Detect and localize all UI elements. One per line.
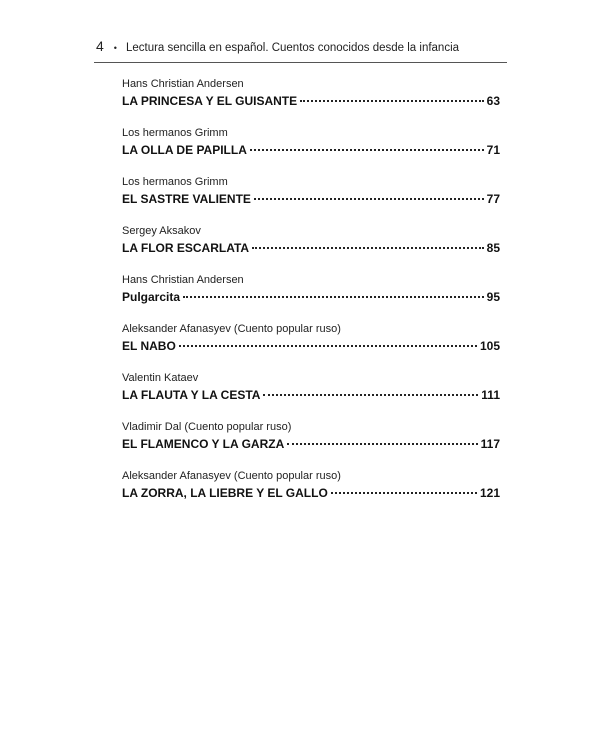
- toc-title-line[interactable]: [122, 92, 500, 110]
- header-rule: [94, 62, 507, 63]
- toc-author: Aleksander Afanasyev (Cuento popular ruso): [122, 323, 341, 335]
- toc-author: Hans Christian Andersen: [122, 274, 244, 286]
- toc-author: Vladimir Dal (Cuento popular ruso): [122, 421, 292, 433]
- toc-entry: [122, 77, 500, 124]
- toc-title: EL FLAMENCO Y LA GARZA: [122, 437, 285, 451]
- dot-leader: [250, 149, 484, 151]
- toc-author: Los hermanos Grimm: [122, 127, 228, 139]
- toc-entry: [122, 420, 500, 467]
- toc-page-number: 105: [479, 339, 500, 353]
- toc-title: Pulgarcita: [122, 290, 181, 304]
- toc-author: Sergey Aksakov: [122, 225, 201, 237]
- dot-leader: [254, 198, 484, 200]
- toc-author: Valentin Kataev: [122, 372, 199, 384]
- toc-author: Los hermanos Grimm: [122, 176, 228, 188]
- toc-title: LA FLOR ESCARLATA: [122, 241, 250, 255]
- dot-leader: [252, 247, 484, 249]
- dot-leader: [179, 345, 477, 347]
- table-of-contents: [122, 75, 500, 516]
- toc-title-line[interactable]: [122, 435, 500, 453]
- toc-entry: [122, 273, 500, 320]
- toc-title: LA PRINCESA Y EL GUISANTE: [122, 94, 298, 108]
- toc-entry: [122, 371, 500, 418]
- toc-entry: [122, 322, 500, 369]
- toc-page-number: 121: [479, 486, 500, 500]
- toc-page-number: 63: [486, 94, 500, 108]
- toc-title: LA ZORRA, LA LIEBRE Y EL GALLO: [122, 486, 328, 500]
- toc-title-line[interactable]: [122, 288, 500, 306]
- toc-page-number: 111: [481, 388, 500, 402]
- toc-page-number: 117: [480, 437, 500, 451]
- toc-title: LA FLAUTA Y LA CESTA: [122, 388, 261, 402]
- header-bullet: •: [113, 43, 117, 53]
- toc-title-line[interactable]: [122, 239, 500, 257]
- dot-leader: [183, 296, 484, 298]
- running-header: [96, 38, 506, 60]
- toc-entry: [122, 224, 500, 271]
- page-number: 4: [96, 38, 104, 54]
- toc-title-line[interactable]: [122, 484, 500, 502]
- toc-entry: [122, 469, 500, 516]
- toc-author: Hans Christian Andersen: [122, 78, 244, 90]
- toc-entry: [122, 175, 500, 222]
- toc-entry: [122, 126, 500, 173]
- toc-page-number: 71: [486, 143, 500, 157]
- toc-page-number: 95: [486, 290, 500, 304]
- toc-title-line[interactable]: [122, 141, 500, 159]
- toc-page-number: 77: [486, 192, 500, 206]
- toc-title-line[interactable]: [122, 190, 500, 208]
- toc-author: Aleksander Afanasyev (Cuento popular ruso): [122, 470, 341, 482]
- toc-title: EL SASTRE VALIENTE: [122, 192, 251, 206]
- toc-page-number: 85: [486, 241, 500, 255]
- toc-title-line[interactable]: [122, 386, 500, 404]
- dot-leader: [300, 100, 483, 102]
- dot-leader: [263, 394, 478, 396]
- running-title: Lectura sencilla en español. Cuentos conocidos desde la infancia: [125, 42, 460, 54]
- toc-title-line[interactable]: [122, 337, 500, 355]
- toc-title: EL NABO: [122, 339, 176, 353]
- toc-title: LA OLLA DE PAPILLA: [122, 143, 247, 157]
- dot-leader: [287, 443, 477, 445]
- dot-leader: [331, 492, 477, 494]
